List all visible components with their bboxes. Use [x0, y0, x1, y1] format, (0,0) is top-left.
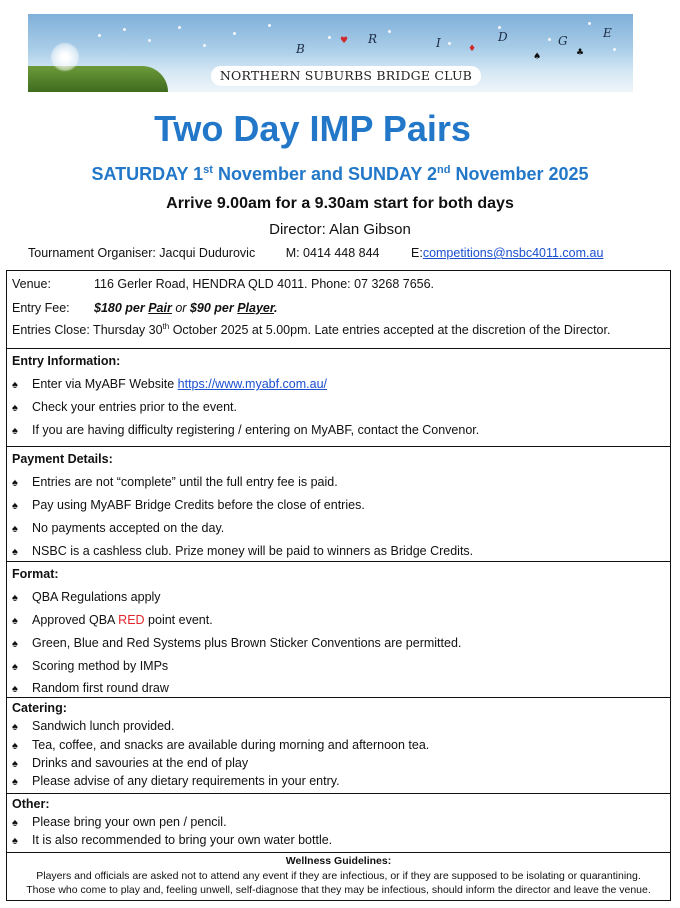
list-item: ♠ Enter via MyABF Website https://www.myabf.com.au/: [12, 377, 328, 391]
banner-letter: E: [603, 26, 612, 40]
section-heading: Entry Information:: [12, 354, 121, 368]
list-item: ♠ Please advise of any dietary requirements in your entry.: [12, 774, 340, 788]
entries-close-row: Entries Close: Thursday 30th October 2025 at 5.00pm. Late entries accepted at the discretion of the Director.: [12, 322, 611, 338]
spade-bullet-icon: ♠: [12, 776, 18, 788]
fee-row: Entry Fee: $180 per Pair or $90 per Player.: [12, 301, 278, 315]
organiser-mobile: M: 0414 448 844: [285, 246, 380, 260]
myabf-link[interactable]: https://www.myabf.com.au/: [177, 377, 328, 391]
list-item: ♠ Please bring your own pen / pencil.: [12, 815, 227, 829]
list-item: ♠ If you are having difficulty registering / entering on MyABF, contact the Convenor.: [12, 423, 480, 437]
spade-bullet-icon: ♠: [12, 817, 18, 829]
list-item: ♠ It is also recommended to bring your own water bottle.: [12, 833, 333, 847]
other-section: [7, 793, 670, 852]
spade-bullet-icon: ♠: [12, 523, 18, 535]
page-title: Two Day IMP Pairs: [154, 108, 471, 149]
spade-bullet-icon: ♠: [12, 740, 18, 752]
list-item: ♠ Drinks and savouries at the end of play: [12, 756, 249, 770]
banner-letter: I: [436, 36, 441, 50]
spade-bullet-icon: ♠: [12, 402, 18, 414]
list-item: ♠ Sandwich lunch provided.: [12, 719, 175, 733]
list-item: ♠ QBA Regulations apply: [12, 590, 161, 604]
director-line: Director: Alan Gibson: [269, 221, 411, 238]
spade-bullet-icon: ♠: [12, 546, 18, 558]
spade-bullet-icon: ♠: [12, 477, 18, 489]
diamond-icon: ♦: [468, 44, 477, 54]
spade-bullet-icon: ♠: [12, 615, 18, 627]
spade-icon: ♠: [533, 52, 542, 62]
spade-bullet-icon: ♠: [12, 500, 18, 512]
spade-bullet-icon: ♠: [12, 379, 18, 391]
list-item: ♠ Tea, coffee, and snacks are available during morning and afternoon tea.: [12, 738, 430, 752]
spade-bullet-icon: ♠: [12, 425, 18, 437]
club-icon: ♣: [576, 48, 585, 58]
club-banner: [28, 14, 633, 92]
spade-bullet-icon: ♠: [12, 835, 18, 847]
spade-bullet-icon: ♠: [12, 758, 18, 770]
list-item: ♠ No payments accepted on the day.: [12, 521, 225, 535]
heart-icon: ♥: [340, 36, 349, 46]
list-item: ♠ Approved QBA RED point event.: [12, 613, 213, 627]
email-link[interactable]: competitions@nsbc4011.com.au: [422, 246, 604, 260]
list-item: ♠ Entries are not “complete” until the full entry fee is paid.: [12, 475, 338, 489]
spade-bullet-icon: ♠: [12, 638, 18, 650]
arrival-time: Arrive 9.00am for a 9.30am start for both days: [166, 195, 514, 212]
organiser-line: [28, 246, 603, 260]
wellness-line: Those who come to play and, feeling unwell, self-diagnose that they may be infectious, should inform the director and leave the venue.: [26, 884, 651, 896]
entry-section: [7, 348, 670, 446]
banner-letter: B: [296, 42, 305, 56]
organiser-email: E:competitions@nsbc4011.com.au: [411, 246, 604, 260]
banner-letter: R: [368, 32, 378, 46]
list-item: ♠ Green, Blue and Red Systems plus Brown Sticker Conventions are permitted.: [12, 636, 462, 650]
wellness-heading: Wellness Guidelines:: [285, 855, 392, 867]
info-box: [6, 270, 671, 901]
spade-bullet-icon: ♠: [12, 592, 18, 604]
event-dates: SATURDAY 1st November and SUNDAY 2nd November 2025: [91, 164, 589, 184]
catering-section: [7, 697, 670, 793]
list-item: ♠ Random first round draw: [12, 681, 169, 695]
club-name: NORTHERN SUBURBS BRIDGE CLUB: [211, 66, 481, 86]
list-item: ♠ Pay using MyABF Bridge Credits before the close of entries.: [12, 498, 365, 512]
spade-bullet-icon: ♠: [12, 721, 18, 733]
organiser-name: Tournament Organiser: Jacqui Dudurovic: [28, 246, 256, 260]
dandelion-graphic: [50, 42, 80, 72]
banner-letter: G: [558, 34, 568, 48]
spade-bullet-icon: ♠: [12, 683, 18, 695]
section-heading: Catering:: [12, 701, 67, 715]
wellness-section: [7, 852, 670, 900]
list-item: ♠ Scoring method by IMPs: [12, 659, 169, 673]
section-heading: Other:: [12, 797, 50, 811]
section-heading: Format:: [12, 567, 59, 581]
venue-row: Venue: 116 Gerler Road, HENDRA QLD 4011. Phone: 07 3268 7656.: [12, 277, 435, 291]
grass-graphic: [28, 66, 168, 92]
list-item: ♠ Check your entries prior to the event.: [12, 400, 237, 414]
wellness-line: Players and officials are asked not to attend any event if they are infectious, or if they are supposed to be isolating or quarantining.: [36, 870, 641, 882]
list-item: ♠ NSBC is a cashless club. Prize money will be paid to winners as Bridge Credits.: [12, 544, 474, 558]
section-heading: Payment Details:: [12, 452, 113, 466]
banner-letter: D: [498, 30, 508, 44]
format-section: [7, 561, 670, 697]
venue-section: [7, 271, 670, 348]
payment-section: [7, 446, 670, 561]
spade-bullet-icon: ♠: [12, 661, 18, 673]
